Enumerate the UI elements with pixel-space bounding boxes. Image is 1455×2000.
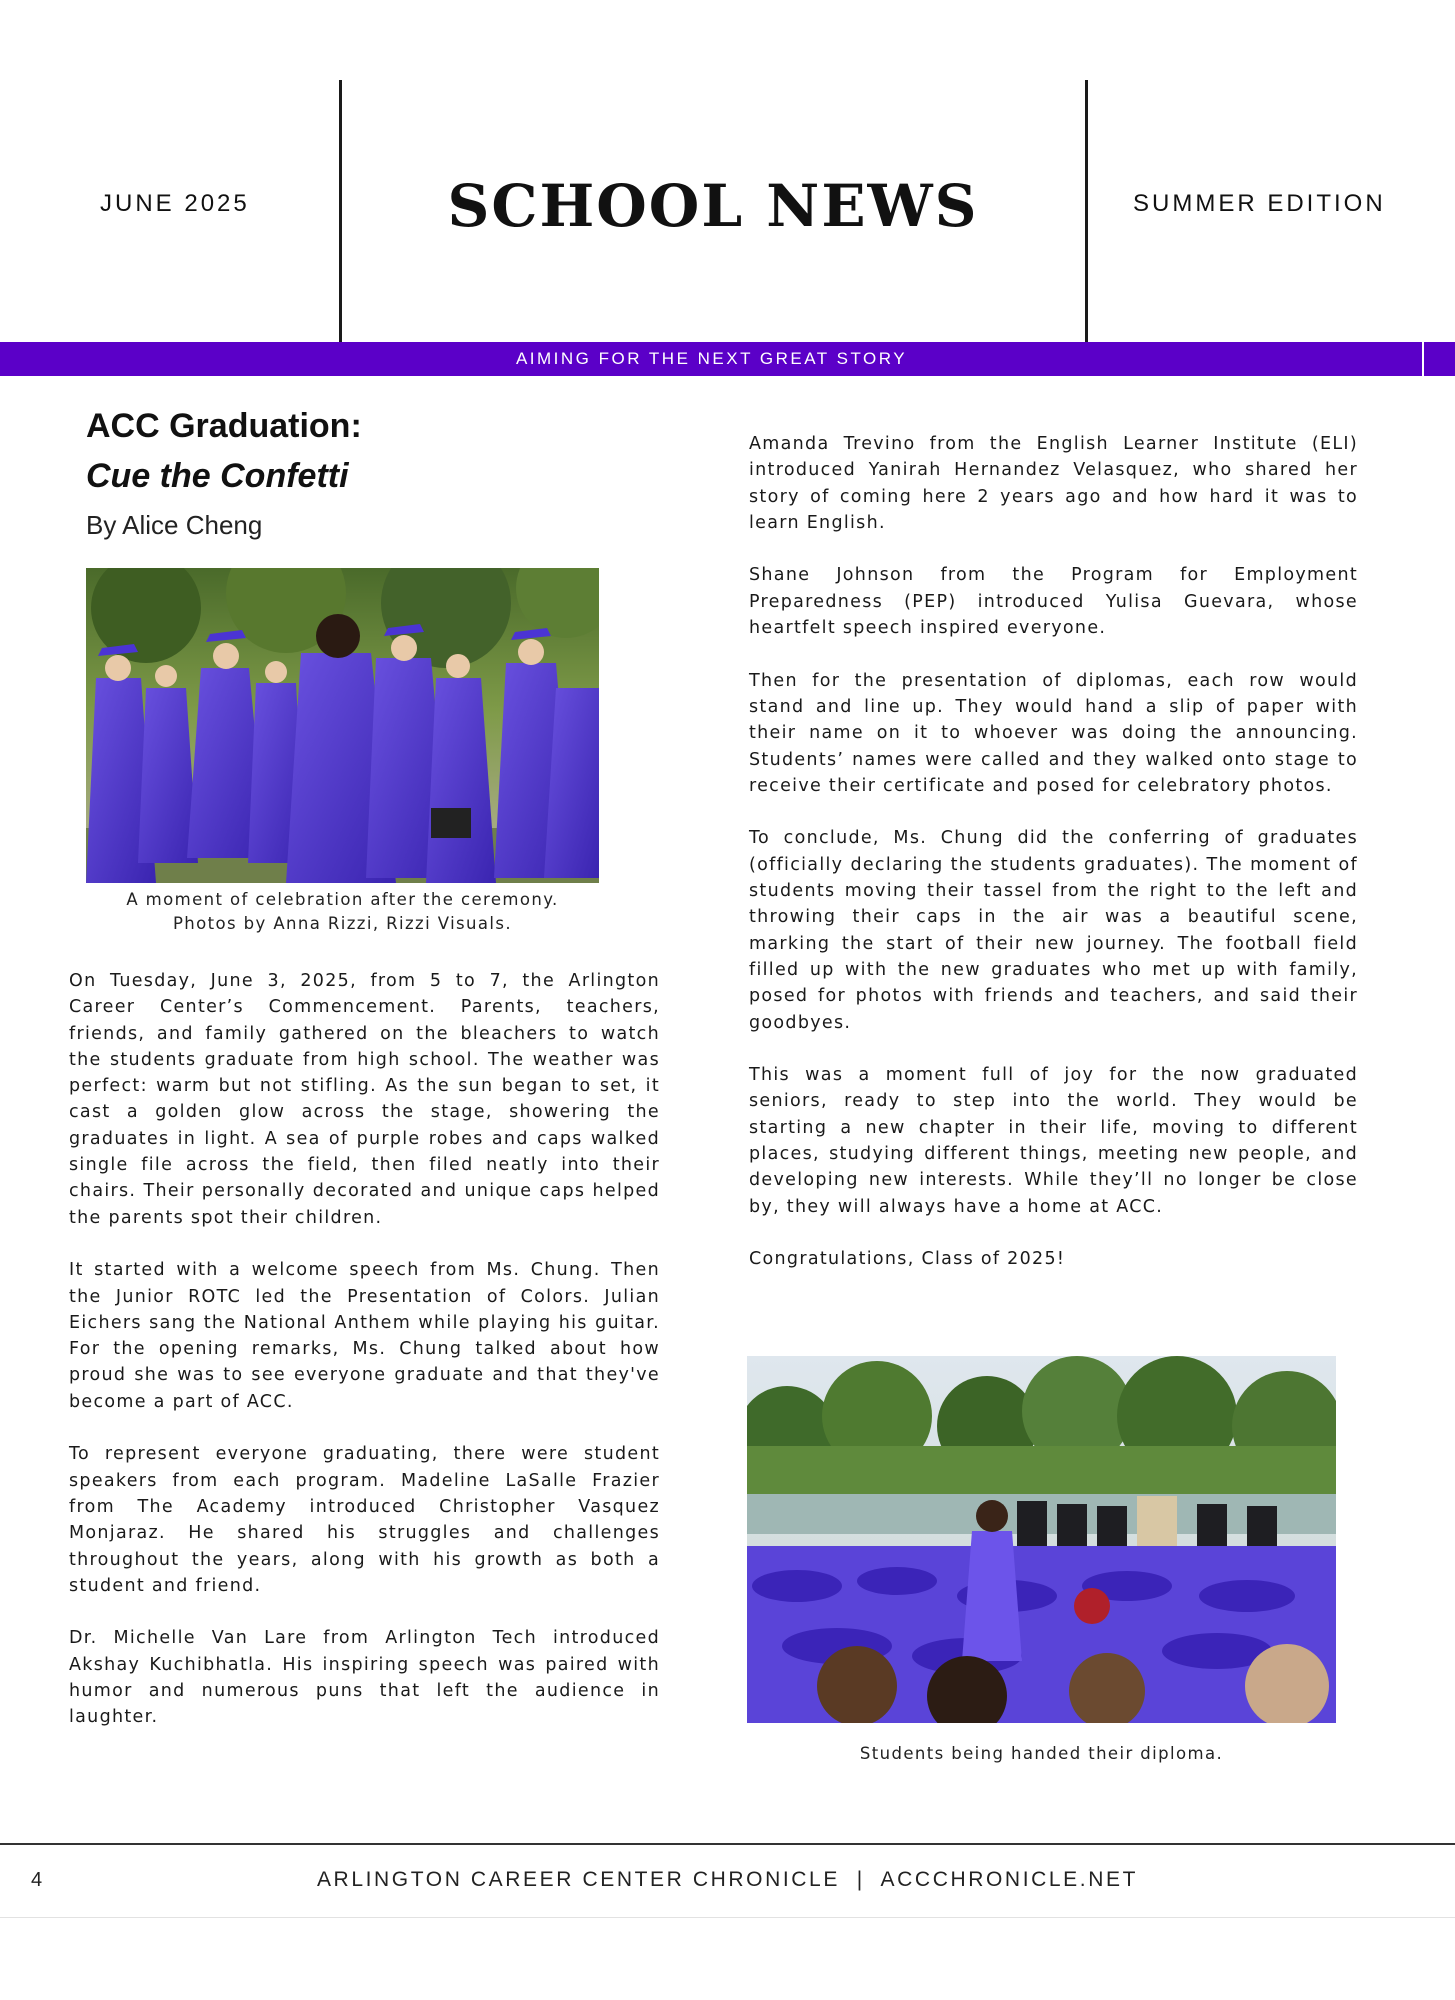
headline-line-2: Cue the Confetti [86, 457, 349, 495]
page-number: 4 [31, 1869, 43, 1891]
headline-line-1: ACC Graduation: [86, 407, 362, 445]
body-paragraph: Shane Johnson from the Program for Employment Preparedness (PEP) introduced Yulisa Guevara, whose heartfelt speech inspired everyone. [749, 565, 1358, 639]
photo-caption-2: Students being handed their diploma. [859, 1744, 1224, 1763]
body-paragraph: Then for the presentation of diplomas, each row would stand and line up. They would hand a slip of paper with their name on it to whoever was doing the announcing. Students’ names were called and they walked onto stage to receive their certificate and posed for celebratory photos. [749, 670, 1358, 796]
article-body-left [69, 968, 660, 1757]
article-body-right [749, 431, 1358, 1299]
tagline: AIMING FOR THE NEXT GREAT STORY [515, 349, 908, 368]
footer-rule [0, 1843, 1455, 1845]
photo-caption-1 [86, 888, 599, 936]
body-paragraph: To represent everyone graduating, there were student speakers from each program. Madeline LaSalle Frazier from The Academy introduced Christopher Vasquez Monjaraz. He shared his struggles and challenges throughout the years, along with his growth as both a student and friend. [69, 1444, 660, 1596]
byline: By Alice Cheng [86, 510, 263, 540]
issue-date: JUNE 2025 [100, 190, 250, 217]
issue-edition: SUMMER EDITION [1133, 190, 1386, 217]
footer-publication: ARLINGTON CAREER CENTER CHRONICLE | ACCCHRONICLE.NET [316, 1868, 1139, 1891]
body-paragraph: Congratulations, Class of 2025! [749, 1249, 1066, 1270]
body-paragraph: This was a moment full of joy for the now graduated seniors, ready to step into the world. They would be starting a new chapter in their life, moving to different places, studying different things, meeting new people, and developing new interests. While they’ll no longer be close by, they will always have a home at ACC. [749, 1065, 1358, 1217]
photo-caption-1-line-2: Photos by Anna Rizzi, Rizzi Visuals. [172, 914, 513, 933]
diploma-photo [747, 1356, 1336, 1723]
body-paragraph: On Tuesday, June 3, 2025, from 5 to 7, the Arlington Career Center’s Commencement. Parents, teachers, friends, and family gathered on the bleachers to watch the students graduate from high school. The weather was perfect: warm but not stifling. As the sun began to set, it cast a golden glow across the stage, showering the graduates in light. A sea of purple robes and caps walked single file across the field, then filed neatly into their chairs. Their personally decorated and unique caps helped the parents spot their children. [69, 971, 660, 1228]
footer-rule-lower [0, 1917, 1455, 1918]
photo-caption-1-line-1: A moment of celebration after the ceremony. [126, 890, 559, 909]
body-paragraph: Amanda Trevino from the English Learner Institute (ELI) introduced Yanirah Hernandez Velasquez, who shared her story of coming here 2 years ago and how hard it was to learn English. [749, 434, 1358, 533]
body-paragraph: To conclude, Ms. Chung did the conferring of graduates (officially declaring the students graduates). The moment of students moving their tassel from the right to the left and throwing their caps in the air was a beautiful scene, marking the start of their new journey. The football field filled up with the new graduates who met up with family, posed for photos with friends and teachers, and said their goodbyes. [749, 828, 1358, 1033]
masthead-divider-right [1085, 80, 1088, 362]
masthead-divider-left [339, 80, 342, 342]
body-paragraph: Dr. Michelle Van Lare from Arlington Tech introduced Akshay Kuchibhatla. His inspiring speech was paired with humor and numerous puns that left the audience in laughter. [69, 1628, 660, 1728]
masthead-title: SCHOOL NEWS [447, 172, 979, 240]
celebration-photo [86, 568, 599, 883]
body-paragraph: It started with a welcome speech from Ms. Chung. Then the Junior ROTC led the Presentation of Colors. Julian Eichers sang the National Anthem while playing his guitar. For the opening remarks, Ms. Chung talked about how proud she was to see everyone graduate and that they've become a part of ACC. [69, 1260, 660, 1412]
